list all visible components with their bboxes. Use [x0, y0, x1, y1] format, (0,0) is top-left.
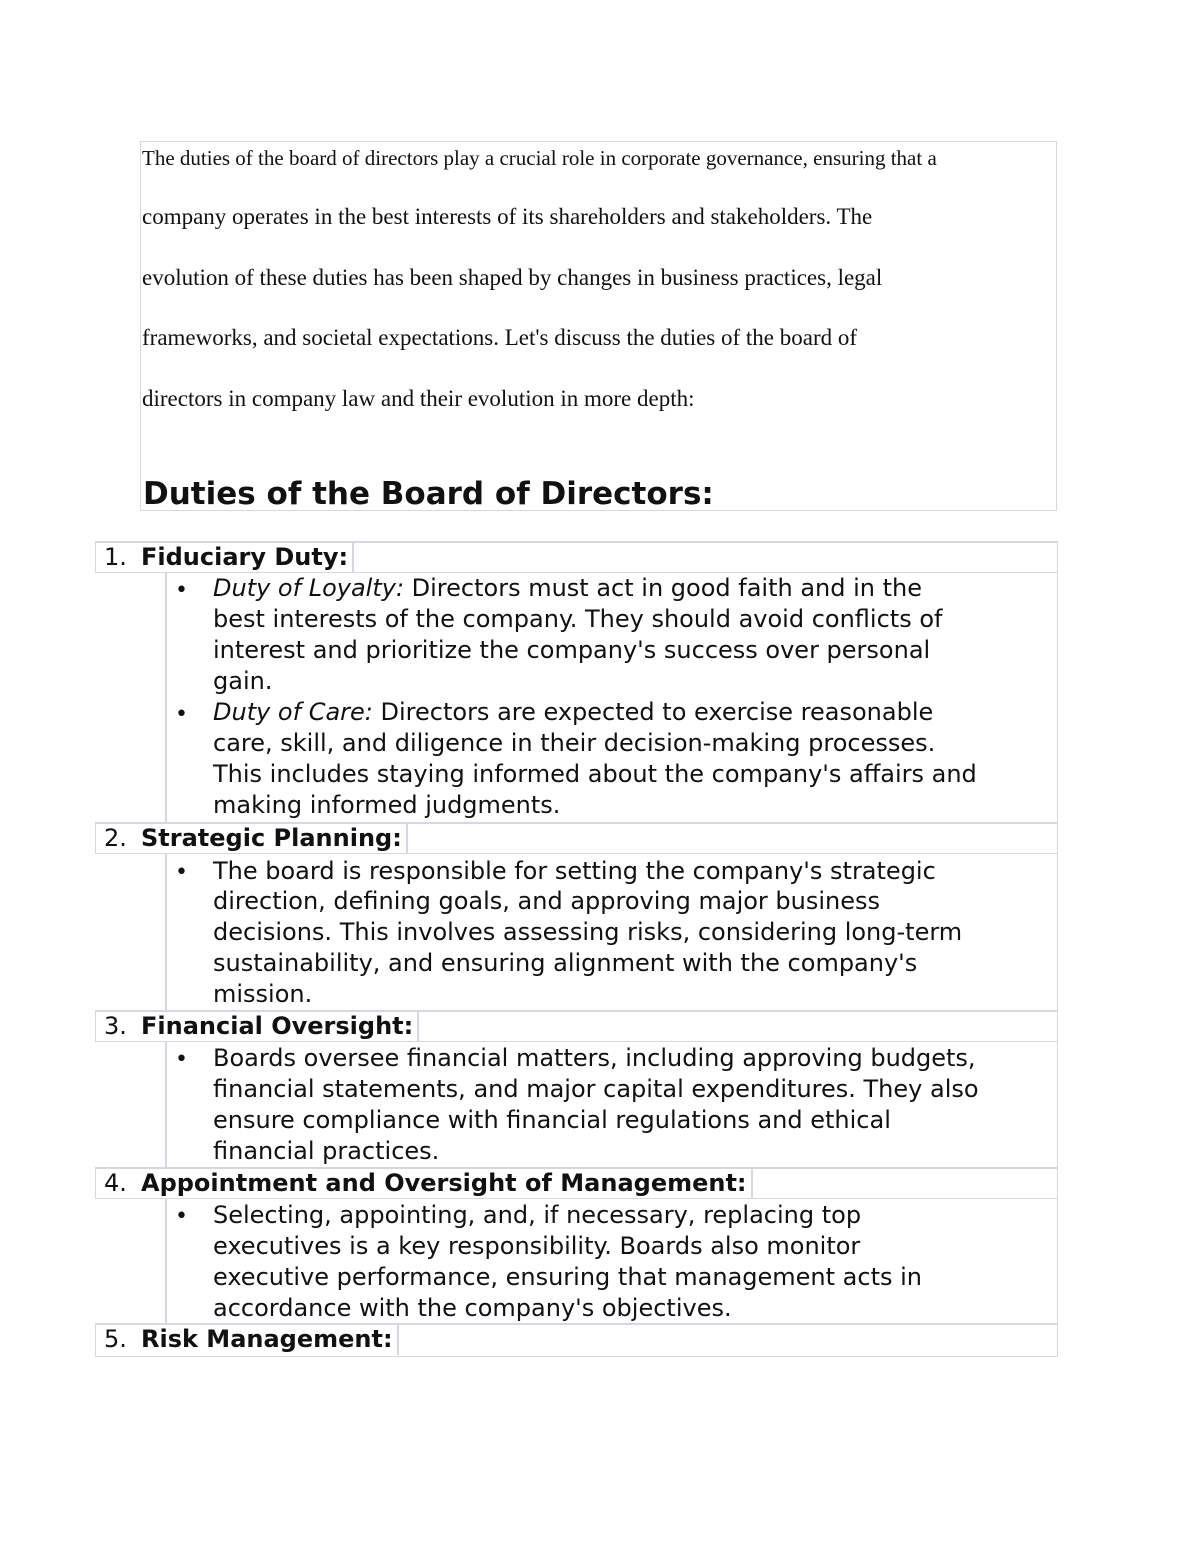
intro-line: company operates in the best interests of its shareholders and stakeholders. The	[142, 204, 873, 229]
duty-heading-financial	[95, 1010, 1058, 1042]
list-item-line: This includes staying informed about the company's affairs and	[213, 760, 977, 788]
duty-title: Fiduciary Duty:	[141, 543, 354, 573]
duty-title: Strategic Planning:	[141, 824, 408, 854]
duty-heading-risk	[95, 1323, 1058, 1357]
list-item-line: gain.	[213, 667, 273, 695]
list-item-line: interest and prioritize the company's success over personal	[213, 636, 931, 664]
list-item-line	[213, 697, 933, 728]
duty-title: Appointment and Oversight of Management:	[141, 1169, 753, 1199]
list-item-line: Boards oversee financial matters, including approving budgets,	[213, 1044, 976, 1072]
list-item-line: making informed judgments.	[213, 791, 561, 819]
bullet-icon: •	[175, 1204, 188, 1229]
intro-line: frameworks, and societal expectations. Let's discuss the duties of the board of	[142, 325, 858, 350]
list-item-line: direction, defining goals, and approving major business	[213, 887, 881, 915]
duty-number: 4.	[104, 1169, 127, 1197]
duty-body-management	[165, 1199, 1058, 1324]
duty-number: 1.	[104, 543, 127, 571]
item-label: Duty of Care:	[213, 698, 373, 726]
section-heading: Duties of the Board of Directors:	[143, 476, 714, 512]
list-item-line: financial statements, and major capital expenditures. They also	[213, 1075, 979, 1103]
duty-heading-strategic	[95, 822, 1058, 854]
list-item-line: care, skill, and diligence in their decision-making processes.	[213, 729, 936, 757]
item-text: Directors must act in good faith and in the	[404, 574, 922, 602]
bullet-icon: •	[175, 702, 188, 727]
list-item-line: mission.	[213, 980, 313, 1008]
list-item-line: executive performance, ensuring that management acts in	[213, 1263, 923, 1291]
bullet-icon: •	[175, 578, 188, 603]
duty-number: 5.	[104, 1325, 127, 1353]
intro-line: The duties of the board of directors play a crucial role in corporate governance, ensuring that a	[142, 146, 937, 170]
list-item-line: ensure compliance with financial regulations and ethical	[213, 1106, 891, 1134]
list-item-line: financial practices.	[213, 1137, 440, 1165]
duty-title: Risk Management:	[141, 1325, 399, 1355]
duty-title: Financial Oversight:	[141, 1012, 419, 1042]
list-item-line: Selecting, appointing, and, if necessary, replacing top	[213, 1201, 862, 1229]
list-item-line: The board is responsible for setting the company's strategic	[213, 857, 936, 885]
bullet-icon: •	[175, 1047, 188, 1072]
list-item-line: decisions. This involves assessing risks, considering long-term	[213, 918, 963, 946]
intro-line: evolution of these duties has been shaped by changes in business practices, legal	[142, 265, 883, 290]
intro-block	[140, 141, 1057, 511]
duty-number: 3.	[104, 1012, 127, 1040]
list-item-line: sustainability, and ensuring alignment with the company's	[213, 949, 918, 977]
intro-line: directors in company law and their evolution in more depth:	[142, 386, 695, 411]
list-item-line: accordance with the company's objectives.	[213, 1294, 732, 1322]
list-item-line: executives is a key responsibility. Boards also monitor	[213, 1232, 861, 1260]
list-item-line: best interests of the company. They should avoid conflicts of	[213, 605, 943, 633]
duty-body-strategic	[165, 854, 1058, 1010]
item-label: Duty of Loyalty:	[213, 574, 405, 602]
bullet-icon: •	[175, 860, 188, 885]
duty-body-financial	[165, 1042, 1058, 1167]
item-text: Directors are expected to exercise reasonable	[372, 698, 934, 726]
duty-number: 2.	[104, 824, 127, 852]
duty-heading-fiduciary	[95, 541, 1058, 573]
duty-body-fiduciary	[165, 573, 1058, 823]
list-item-line	[213, 573, 922, 604]
duty-heading-management	[95, 1167, 1058, 1199]
